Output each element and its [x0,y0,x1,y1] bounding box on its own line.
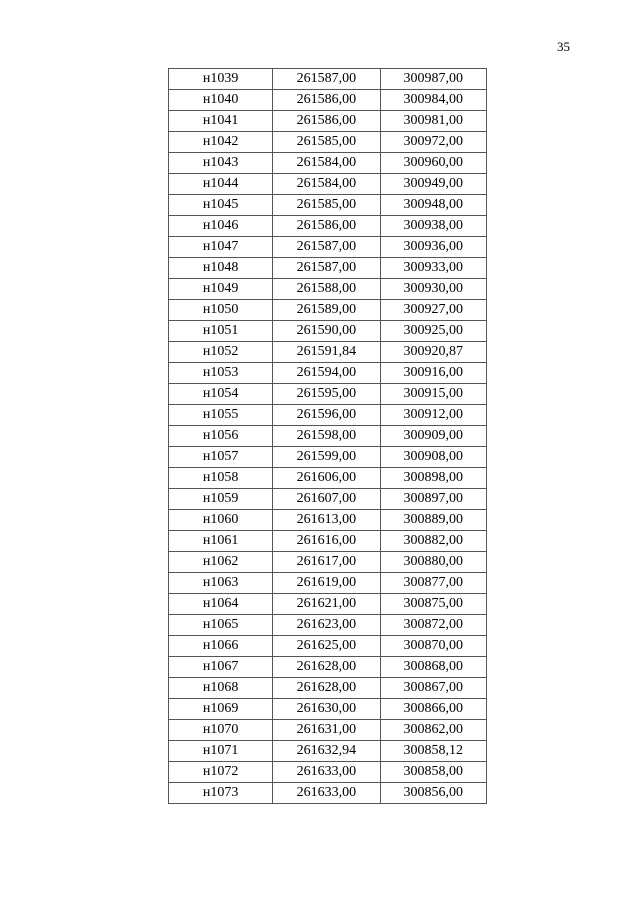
x-coordinate-cell: 261586,00 [273,90,380,111]
table-row [169,615,487,636]
y-coordinate-cell: 300866,00 [380,699,486,720]
table-row [169,447,487,468]
point-id-cell: н1046 [169,216,273,237]
x-coordinate-cell: 261584,00 [273,153,380,174]
x-coordinate-cell: 261616,00 [273,531,380,552]
x-coordinate-cell: 261591,84 [273,342,380,363]
table-row [169,363,487,384]
point-id-cell: н1054 [169,384,273,405]
table-row [169,153,487,174]
coordinates-table [168,68,487,804]
y-coordinate-cell: 300875,00 [380,594,486,615]
point-id-cell: н1039 [169,69,273,90]
table-row [169,342,487,363]
point-id-cell: н1072 [169,762,273,783]
point-id-cell: н1064 [169,594,273,615]
point-id-cell: н1043 [169,153,273,174]
y-coordinate-cell: 300933,00 [380,258,486,279]
point-id-cell: н1061 [169,531,273,552]
point-id-cell: н1051 [169,321,273,342]
point-id-cell: н1070 [169,720,273,741]
x-coordinate-cell: 261628,00 [273,657,380,678]
y-coordinate-cell: 300870,00 [380,636,486,657]
table-row [169,720,487,741]
x-coordinate-cell: 261588,00 [273,279,380,300]
y-coordinate-cell: 300920,87 [380,342,486,363]
x-coordinate-cell: 261586,00 [273,216,380,237]
table-row [169,111,487,132]
table-row [169,678,487,699]
point-id-cell: н1066 [169,636,273,657]
y-coordinate-cell: 300880,00 [380,552,486,573]
x-coordinate-cell: 261617,00 [273,552,380,573]
y-coordinate-cell: 300877,00 [380,573,486,594]
x-coordinate-cell: 261631,00 [273,720,380,741]
x-coordinate-cell: 261584,00 [273,174,380,195]
y-coordinate-cell: 300858,12 [380,741,486,762]
x-coordinate-cell: 261587,00 [273,237,380,258]
table-row [169,174,487,195]
point-id-cell: н1045 [169,195,273,216]
page-number: 35 [557,39,570,54]
point-id-cell: н1071 [169,741,273,762]
y-coordinate-cell: 300898,00 [380,468,486,489]
y-coordinate-cell: 300872,00 [380,615,486,636]
point-id-cell: н1056 [169,426,273,447]
y-coordinate-cell: 300897,00 [380,489,486,510]
point-id-cell: н1049 [169,279,273,300]
point-id-cell: н1047 [169,237,273,258]
point-id-cell: н1048 [169,258,273,279]
table-row [169,300,487,321]
table-row [169,594,487,615]
y-coordinate-cell: 300981,00 [380,111,486,132]
table-row [169,699,487,720]
y-coordinate-cell: 300916,00 [380,363,486,384]
table-row [169,657,487,678]
table-row [169,195,487,216]
table-row [169,237,487,258]
point-id-cell: н1073 [169,783,273,804]
point-id-cell: н1059 [169,489,273,510]
y-coordinate-cell: 300912,00 [380,405,486,426]
y-coordinate-cell: 300862,00 [380,720,486,741]
point-id-cell: н1042 [169,132,273,153]
point-id-cell: н1040 [169,90,273,111]
y-coordinate-cell: 300925,00 [380,321,486,342]
table-row [169,762,487,783]
x-coordinate-cell: 261585,00 [273,195,380,216]
table-row [169,405,487,426]
y-coordinate-cell: 300927,00 [380,300,486,321]
point-id-cell: н1065 [169,615,273,636]
y-coordinate-cell: 300909,00 [380,426,486,447]
point-id-cell: н1055 [169,405,273,426]
x-coordinate-cell: 261586,00 [273,111,380,132]
table-row [169,321,487,342]
x-coordinate-cell: 261613,00 [273,510,380,531]
x-coordinate-cell: 261607,00 [273,489,380,510]
point-id-cell: н1044 [169,174,273,195]
x-coordinate-cell: 261587,00 [273,69,380,90]
x-coordinate-cell: 261590,00 [273,321,380,342]
x-coordinate-cell: 261630,00 [273,699,380,720]
x-coordinate-cell: 261594,00 [273,363,380,384]
y-coordinate-cell: 300949,00 [380,174,486,195]
y-coordinate-cell: 300868,00 [380,657,486,678]
y-coordinate-cell: 300930,00 [380,279,486,300]
y-coordinate-cell: 300856,00 [380,783,486,804]
x-coordinate-cell: 261633,00 [273,783,380,804]
x-coordinate-cell: 261585,00 [273,132,380,153]
y-coordinate-cell: 300889,00 [380,510,486,531]
coordinates-table-body [169,69,487,804]
point-id-cell: н1069 [169,699,273,720]
table-row [169,636,487,657]
table-row [169,510,487,531]
table-row [169,132,487,153]
point-id-cell: н1062 [169,552,273,573]
y-coordinate-cell: 300984,00 [380,90,486,111]
table-row [169,489,487,510]
point-id-cell: н1052 [169,342,273,363]
table-row [169,573,487,594]
table-row [169,279,487,300]
y-coordinate-cell: 300908,00 [380,447,486,468]
y-coordinate-cell: 300938,00 [380,216,486,237]
x-coordinate-cell: 261632,94 [273,741,380,762]
table-row [169,552,487,573]
table-row [169,426,487,447]
table-row [169,468,487,489]
x-coordinate-cell: 261606,00 [273,468,380,489]
x-coordinate-cell: 261595,00 [273,384,380,405]
x-coordinate-cell: 261619,00 [273,573,380,594]
table-row [169,384,487,405]
x-coordinate-cell: 261625,00 [273,636,380,657]
y-coordinate-cell: 300960,00 [380,153,486,174]
y-coordinate-cell: 300987,00 [380,69,486,90]
x-coordinate-cell: 261599,00 [273,447,380,468]
y-coordinate-cell: 300948,00 [380,195,486,216]
point-id-cell: н1060 [169,510,273,531]
y-coordinate-cell: 300936,00 [380,237,486,258]
y-coordinate-cell: 300867,00 [380,678,486,699]
x-coordinate-cell: 261633,00 [273,762,380,783]
point-id-cell: н1053 [169,363,273,384]
point-id-cell: н1041 [169,111,273,132]
x-coordinate-cell: 261628,00 [273,678,380,699]
x-coordinate-cell: 261589,00 [273,300,380,321]
point-id-cell: н1068 [169,678,273,699]
table-row [169,258,487,279]
table-row [169,783,487,804]
table-row [169,90,487,111]
point-id-cell: н1057 [169,447,273,468]
point-id-cell: н1050 [169,300,273,321]
table-row [169,69,487,90]
x-coordinate-cell: 261587,00 [273,258,380,279]
x-coordinate-cell: 261596,00 [273,405,380,426]
point-id-cell: н1058 [169,468,273,489]
x-coordinate-cell: 261621,00 [273,594,380,615]
table-row [169,531,487,552]
table-row [169,741,487,762]
y-coordinate-cell: 300972,00 [380,132,486,153]
x-coordinate-cell: 261623,00 [273,615,380,636]
y-coordinate-cell: 300882,00 [380,531,486,552]
point-id-cell: н1067 [169,657,273,678]
y-coordinate-cell: 300858,00 [380,762,486,783]
y-coordinate-cell: 300915,00 [380,384,486,405]
point-id-cell: н1063 [169,573,273,594]
x-coordinate-cell: 261598,00 [273,426,380,447]
table-row [169,216,487,237]
